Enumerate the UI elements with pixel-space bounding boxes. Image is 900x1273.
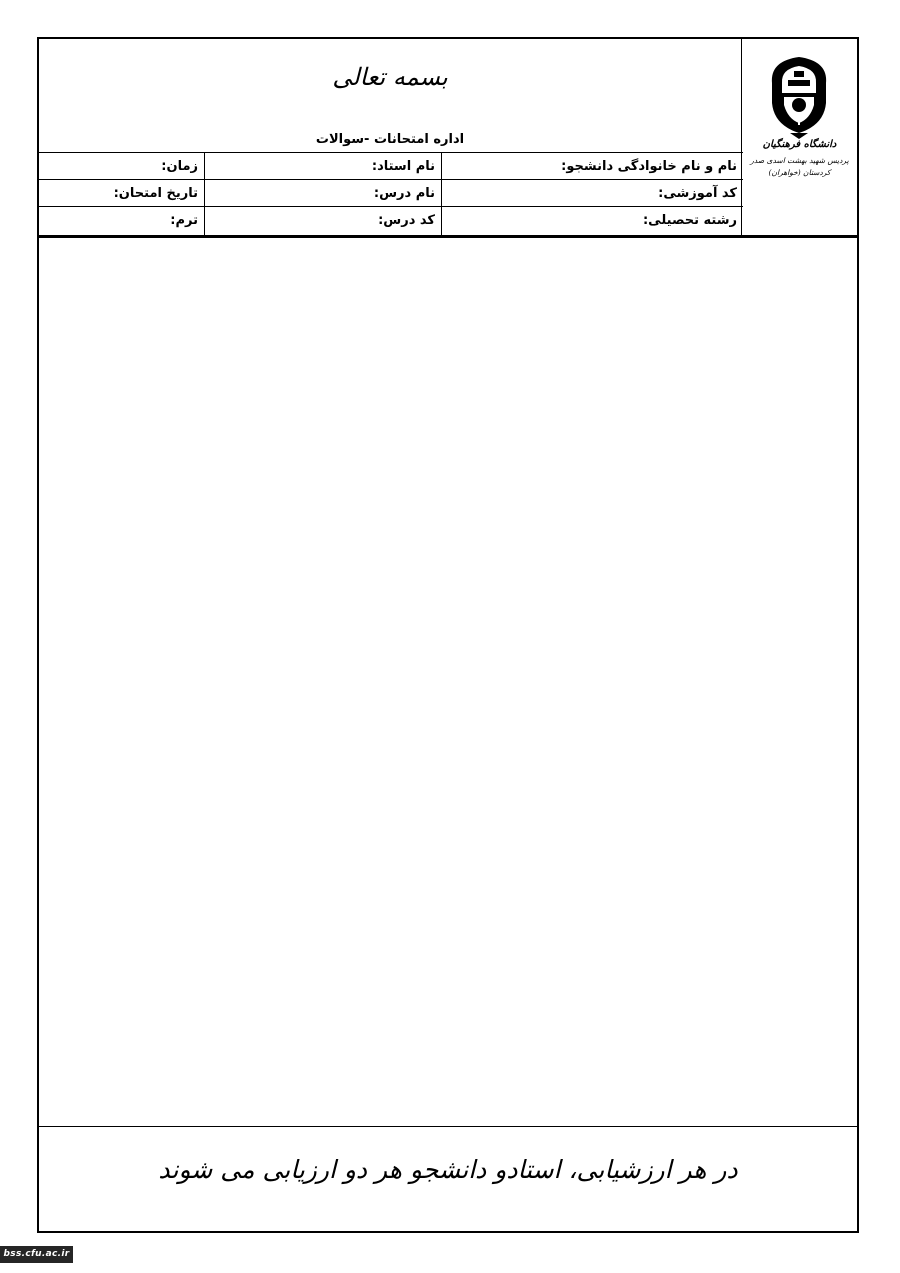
campus-name: پردیس شهید بهشت اسدی صدر [750,156,849,165]
student-name-field: نام و نام خانوادگی دانشجو: [561,159,737,174]
logo-cell [741,39,857,235]
campus-location: کردستان (خواهران) [768,168,831,177]
info-row [39,207,743,235]
info-row [39,153,743,180]
time-field: زمان: [39,153,205,179]
exam-sheet-frame [37,37,859,1233]
term-field: ترم: [39,207,205,235]
field-of-study-field: رشته تحصیلی: [642,213,737,228]
answer-area [39,238,857,1126]
course-code-field: کد درس: [205,207,442,235]
student-info-grid [39,152,743,235]
office-title: اداره امتحانات -سوالات [315,132,465,147]
education-code-field: کد آموزشی: [658,186,737,201]
info-row [39,180,743,207]
university-name: دانشگاه فرهنگیان [762,139,837,150]
footer-motto: در هر ارزشیابی، استادو دانشجو هر دو ارزیابی می شوند [158,1155,738,1184]
sheet-footer [39,1126,857,1231]
basmala-heading: بسمه تعالی [332,63,448,91]
exam-date-field: تاریخ امتحان: [39,180,205,206]
university-emblem-icon [766,53,832,139]
sheet-header [39,39,857,238]
site-url-tag: bss.cfu.ac.ir [0,1246,73,1263]
instructor-name-field: نام استاد: [205,153,442,179]
course-name-field: نام درس: [205,180,442,206]
